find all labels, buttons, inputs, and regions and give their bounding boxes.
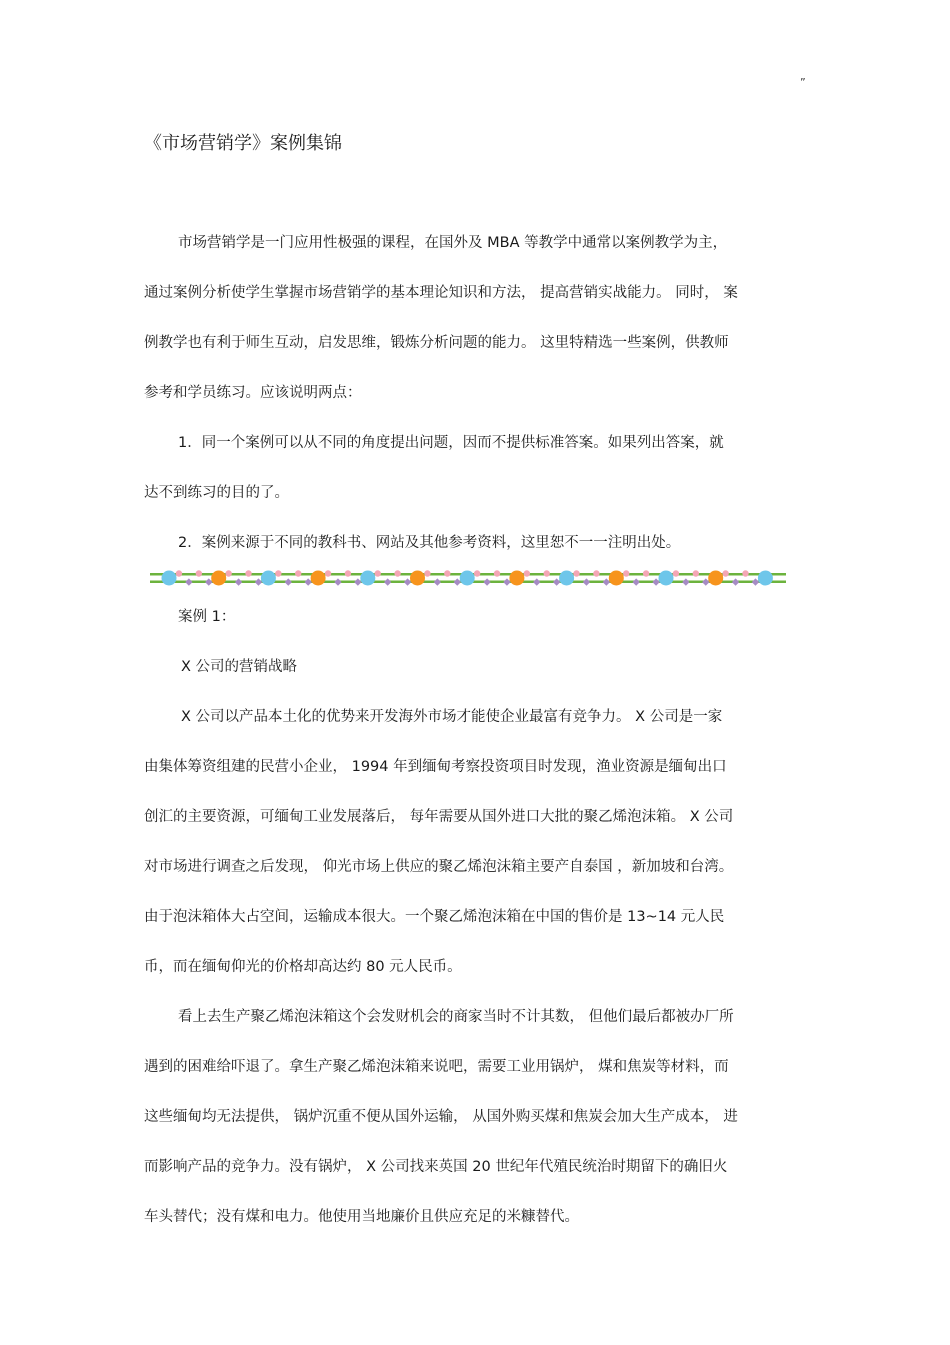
divider-small-bead xyxy=(693,570,699,576)
divider-small-bead xyxy=(375,570,381,576)
divider-diamond-bead xyxy=(334,578,341,585)
divider-diamond-bead xyxy=(752,578,759,585)
divider-diamond-bead xyxy=(503,578,510,585)
divider-diamond-bead xyxy=(434,578,441,585)
divider-diamond-bead xyxy=(454,578,461,585)
divider-small-bead xyxy=(474,570,480,576)
divider-diamond-bead xyxy=(384,578,391,585)
divider-diamond-bead xyxy=(583,578,590,585)
divider-diamond-bead xyxy=(682,578,689,585)
case-paragraph-line: 遇到的困难给吓退了。拿生产聚乙烯泡沫箱来说吧，需要工业用锅炉， 煤和焦炭等材料，而 xyxy=(144,1059,729,1075)
document-title: 《市场营销学》案例集锦 xyxy=(144,133,342,154)
divider-small-bead xyxy=(524,570,530,576)
divider-large-bead xyxy=(261,571,276,586)
divider-small-bead xyxy=(544,570,550,576)
note-item: 达不到练习的目的了。 xyxy=(144,485,289,501)
case-paragraph-line: 而影响产品的竞争力。没有锅炉， X 公司找来英国 20 世纪年代殖民统治时期留下的确旧火 xyxy=(144,1159,728,1175)
divider-large-bead xyxy=(360,571,375,586)
divider-small-bead xyxy=(424,570,430,576)
divider-small-bead xyxy=(444,570,450,576)
case-title: X 公司的营销战略 xyxy=(181,659,298,675)
divider-diamond-bead xyxy=(185,578,192,585)
divider-diamond-bead xyxy=(652,578,659,585)
case-paragraph-line: 对市场进行调查之后发现， 仰光市场上供应的聚乙烯泡沫箱主要产自泰国 ，新加坡和台湾。 xyxy=(144,859,734,875)
divider-small-bead xyxy=(275,570,281,576)
divider-diamond-bead xyxy=(304,578,311,585)
divider-small-bead xyxy=(742,570,748,576)
divider-diamond-bead xyxy=(354,578,361,585)
divider-diamond-bead xyxy=(603,578,610,585)
divider-small-bead xyxy=(325,570,331,576)
divider-diamond-bead xyxy=(205,578,212,585)
divider-diamond-bead xyxy=(483,578,490,585)
divider-large-bead xyxy=(708,571,723,586)
divider-small-bead xyxy=(494,570,500,576)
divider-diamond-bead xyxy=(404,578,411,585)
divider-diamond-bead xyxy=(702,578,709,585)
divider-small-bead xyxy=(295,570,301,576)
decorative-bead-divider xyxy=(150,568,786,588)
divider-large-bead xyxy=(162,571,177,586)
intro-line: 市场营销学是一门应用性极强的课程，在国外及 MBA 等教学中通常以案例教学为主， xyxy=(178,235,728,251)
divider-large-bead xyxy=(410,571,425,586)
case-paragraph-line: 由于泡沫箱体大占空间，运输成本很大。一个聚乙烯泡沫箱在中国的售价是 13~14 元人民 xyxy=(144,909,725,925)
divider-small-bead xyxy=(573,570,579,576)
note-item: 1．同一个案例可以从不同的角度提出问题，因而不提供标准答案。如果列出答案，就 xyxy=(178,435,724,451)
divider-diamond-bead xyxy=(553,578,560,585)
divider-diamond-bead xyxy=(633,578,640,585)
divider-large-bead xyxy=(460,571,475,586)
divider-large-bead xyxy=(509,571,524,586)
divider-large-bead xyxy=(659,571,674,586)
intro-line: 例教学也有利于师生互动，启发思维，锻炼分析问题的能力。 这里特精选一些案例，供教师 xyxy=(144,335,729,351)
divider-diamond-bead xyxy=(285,578,292,585)
case-label: 案例 1： xyxy=(178,609,236,625)
divider-small-bead xyxy=(196,570,202,576)
divider-diamond-bead xyxy=(533,578,540,585)
divider-small-bead xyxy=(623,570,629,576)
case-paragraph-line: 创汇的主要资源，可缅甸工业发展落后， 每年需要从国外进口大批的聚乙烯泡沫箱。 X 公司 xyxy=(144,809,734,825)
divider-small-bead xyxy=(673,570,679,576)
divider-large-bead xyxy=(211,571,226,586)
divider-large-bead xyxy=(609,571,624,586)
case-paragraph-line: X 公司以产品本土化的优势来开发海外市场才能使企业最富有竞争力。 X 公司是一家 xyxy=(181,709,723,725)
intro-line: 参考和学员练习。应该说明两点： xyxy=(144,385,362,401)
divider-small-bead xyxy=(643,570,649,576)
case-paragraph-line: 看上去生产聚乙烯泡沫箱这个会发财机会的商家当时不计其数， 但他们最后都被办厂所 xyxy=(178,1009,734,1025)
divider-small-bead xyxy=(176,570,182,576)
divider-small-bead xyxy=(722,570,728,576)
case-paragraph-line: 由集体筹资组建的民营小企业， 1994 年到缅甸考察投资项目时发现，渔业资源是缅甸出口 xyxy=(144,759,727,775)
divider-small-bead xyxy=(394,570,400,576)
divider-small-bead xyxy=(245,570,251,576)
case-paragraph-line: 车头替代；没有煤和电力。他使用当地廉价且供应充足的米糠替代。 xyxy=(144,1209,579,1225)
divider-large-bead xyxy=(559,571,574,586)
case-paragraph-line: 这些缅甸均无法提供， 锅炉沉重不便从国外运输， 从国外购买煤和焦炭会加大生产成本， 进 xyxy=(144,1109,738,1125)
divider-small-bead xyxy=(593,570,599,576)
intro-line: 通过案例分析使学生掌握市场营销学的基本理论知识和方法， 提高营销实战能力。 同时， 案 xyxy=(144,285,738,301)
note-item: 2．案例来源于不同的教科书、网站及其他参考资料，这里恕不一一注明出处。 xyxy=(178,535,681,551)
divider-large-bead xyxy=(758,571,773,586)
divider-small-bead xyxy=(345,570,351,576)
divider-large-bead xyxy=(311,571,326,586)
case-paragraph-line: 币，而在缅甸仰光的价格却高达约 80 元人民币。 xyxy=(144,959,462,975)
divider-diamond-bead xyxy=(235,578,242,585)
divider-diamond-bead xyxy=(255,578,262,585)
corner-mark: ” xyxy=(800,76,806,89)
divider-diamond-bead xyxy=(732,578,739,585)
divider-small-bead xyxy=(225,570,231,576)
